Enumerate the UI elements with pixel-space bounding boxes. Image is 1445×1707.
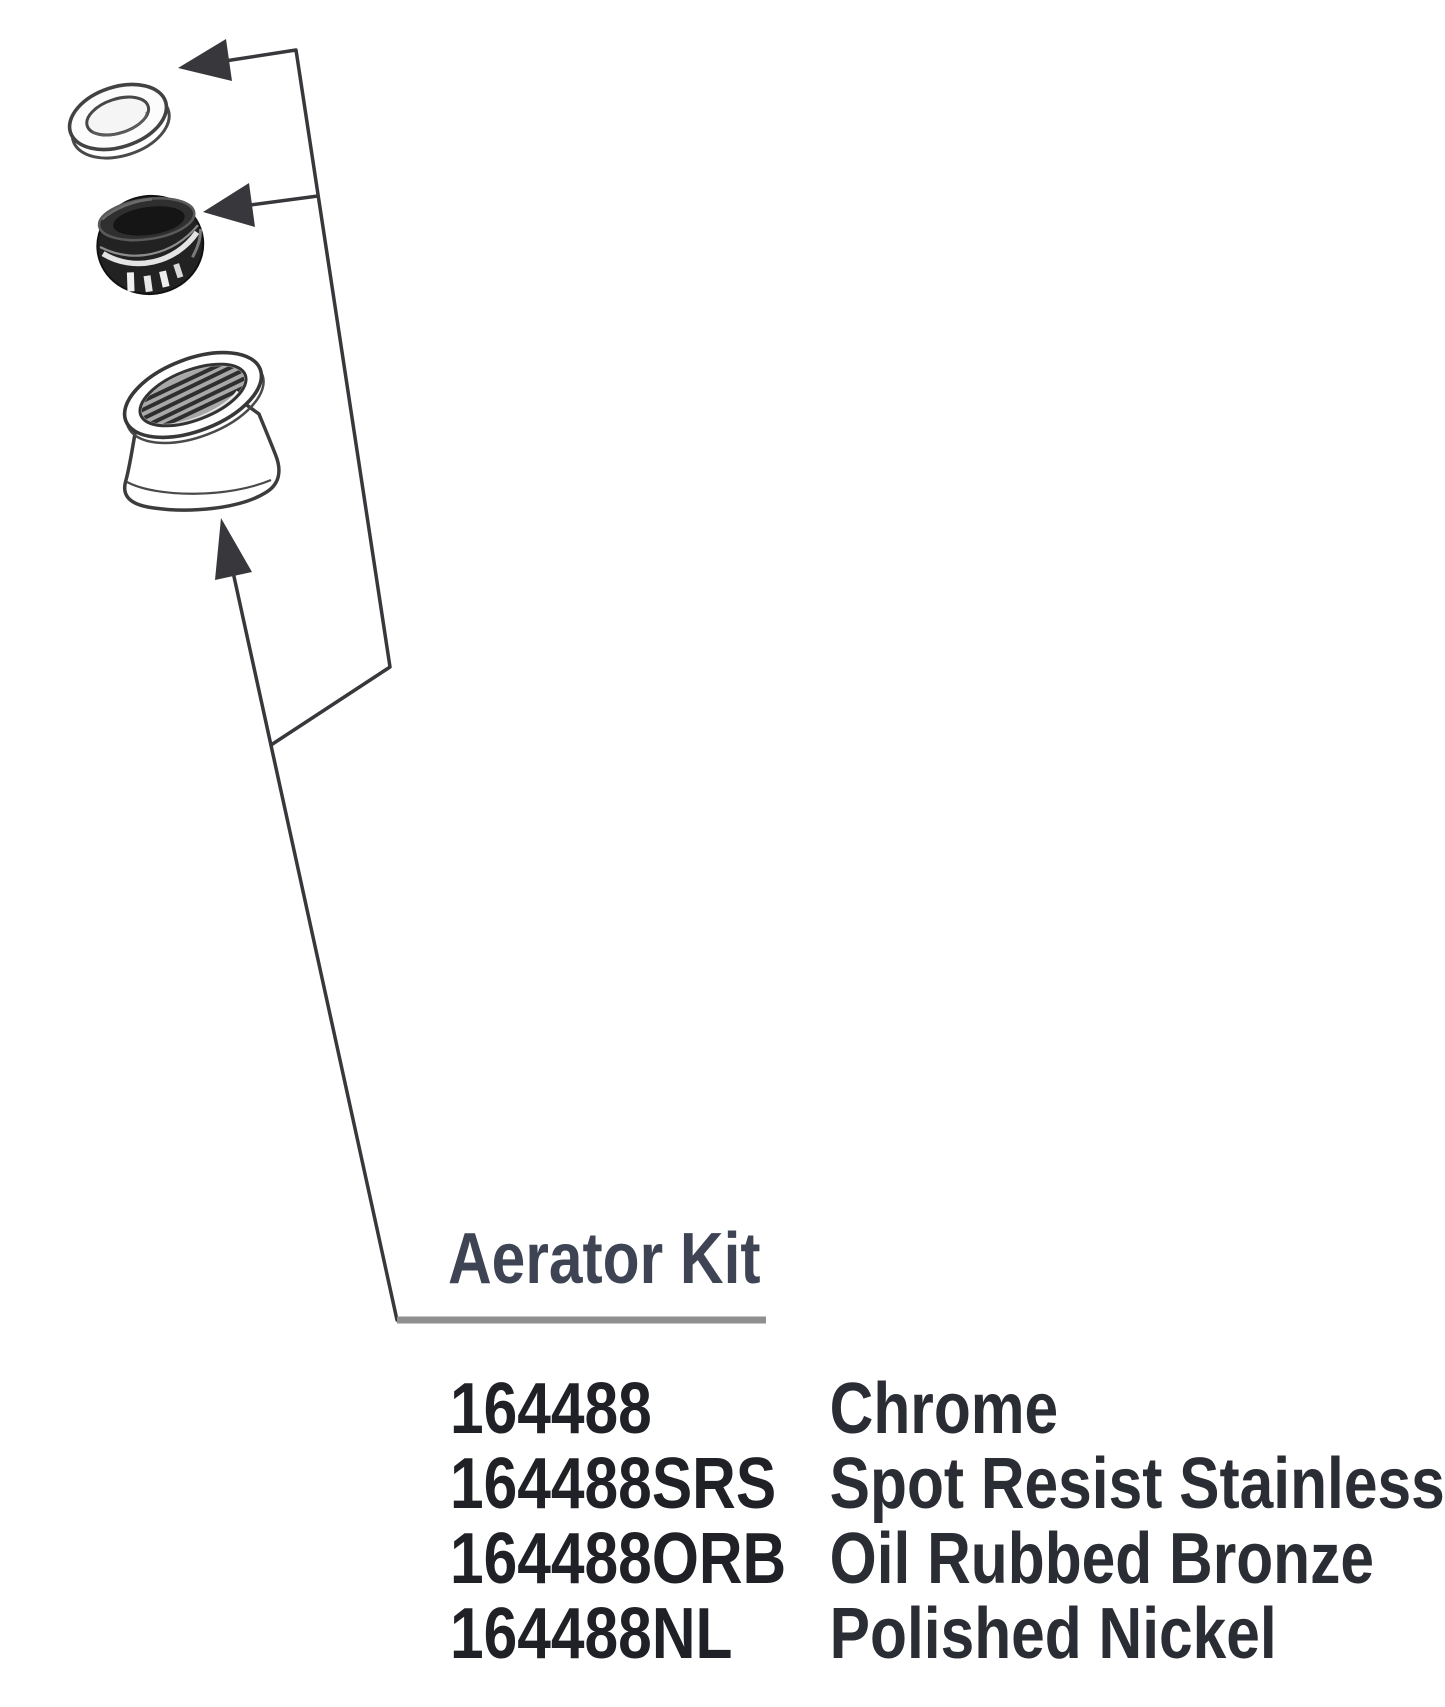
- part-number: 164488SRS: [450, 1444, 777, 1524]
- part-number: 164488ORB: [450, 1519, 787, 1599]
- insert-part-illustration: [91, 189, 210, 301]
- arrow-to-insert-icon: [203, 183, 255, 227]
- housing-part-illustration: [113, 336, 279, 510]
- part-finish: Spot Resist Stainless: [829, 1444, 1445, 1524]
- part-finish: Chrome: [829, 1369, 1059, 1449]
- arrow-to-housing-icon: [215, 518, 252, 580]
- arrow-to-insert-shaft: [250, 196, 318, 205]
- parts-list-row: [450, 1594, 1277, 1674]
- leader-line-to-label: [233, 572, 397, 1320]
- part-number: 164488: [450, 1369, 652, 1449]
- arrow-to-washer-icon: [178, 39, 232, 81]
- part-finish: Polished Nickel: [829, 1594, 1277, 1674]
- part-number: 164488NL: [450, 1594, 733, 1674]
- parts-list-row: [450, 1444, 1445, 1524]
- washer-part-illustration: [61, 73, 177, 170]
- parts-list-row: [450, 1369, 1059, 1449]
- parts-list-row: [450, 1519, 1374, 1599]
- aerator-kit-label: Aerator Kit: [448, 1219, 761, 1299]
- part-finish: Oil Rubbed Bronze: [829, 1519, 1374, 1599]
